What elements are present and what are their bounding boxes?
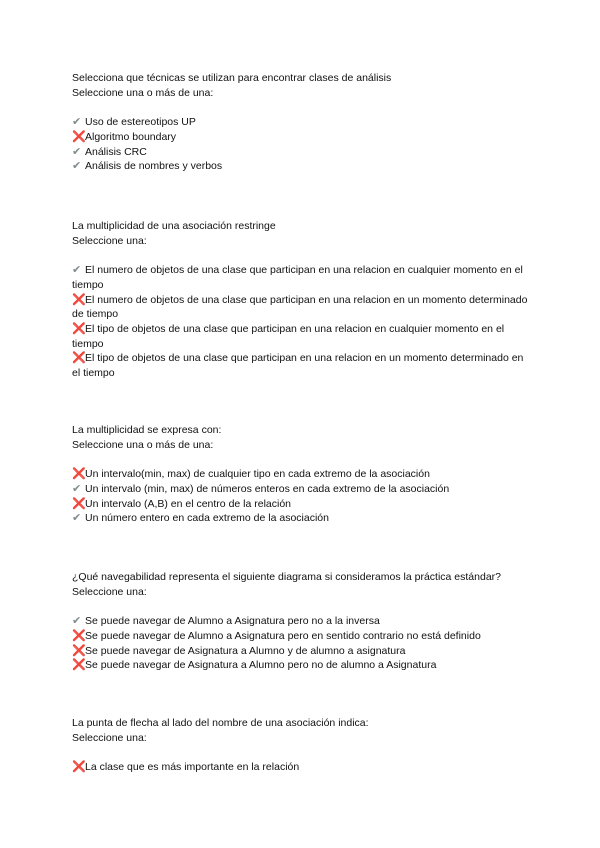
question-text: La punta de flecha al lado del nombre de una asociación indica:	[72, 717, 369, 729]
answer-option	[72, 263, 532, 292]
answer-option	[72, 497, 532, 512]
check-icon: ✔	[72, 160, 82, 173]
option-text: Análisis CRC	[85, 145, 147, 158]
answer-options	[72, 467, 532, 526]
option-text: Algoritmo boundary	[85, 130, 177, 143]
cross-icon: ❌	[72, 497, 86, 510]
check-icon: ✔	[72, 615, 82, 628]
answer-option	[72, 467, 532, 482]
question-5	[72, 716, 532, 775]
question-text: ¿Qué navegabilidad representa el siguiente diagrama si consideramos la práctica estándar?	[72, 571, 501, 583]
option-text: Un intervalo (min, max) de números enteros en cada extremo de la asociación	[85, 482, 450, 495]
option-text: La clase que es más importante en la relación	[85, 761, 300, 774]
option-text: Se puede navegar de Alumno a Asignatura pero en sentido contrario no está definido	[85, 629, 481, 642]
answer-option	[72, 629, 532, 644]
question-text: La multiplicidad se expresa con:	[72, 424, 222, 436]
answer-options	[72, 760, 532, 775]
option-text: Se puede navegar de Asignatura a Alumno y de alumno a asignatura	[85, 644, 406, 657]
check-icon: ✔	[72, 145, 82, 158]
answer-options	[72, 614, 532, 673]
answer-option	[72, 145, 532, 160]
cross-icon: ❌	[72, 644, 86, 657]
answer-option	[72, 658, 532, 673]
question-text: La multiplicidad de una asociación restringe	[72, 220, 276, 232]
option-text: Análisis de nombres y verbos	[85, 160, 223, 173]
answer-option	[72, 511, 532, 526]
question-2	[72, 219, 532, 381]
answer-options	[72, 115, 532, 174]
option-text: Un intervalo(min, max) de cualquier tipo en cada extremo de la asociación	[85, 468, 430, 481]
answer-option	[72, 644, 532, 659]
cross-icon: ❌	[72, 130, 86, 143]
question-instruction: Seleccione una o más de una:	[72, 86, 214, 99]
check-icon: ✔	[72, 264, 82, 277]
question-instruction: Seleccione una o más de una:	[72, 438, 214, 451]
question-instruction: Seleccione una:	[72, 731, 147, 744]
option-text: Se puede navegar de Alumno a Asignatura pero no a la inversa	[85, 615, 380, 628]
answer-option	[72, 293, 532, 322]
answer-option	[72, 322, 532, 351]
answer-option	[72, 115, 532, 130]
cross-icon: ❌	[72, 322, 86, 335]
cross-icon: ❌	[72, 468, 86, 481]
check-icon: ✔	[72, 482, 82, 495]
question-text: Selecciona que técnicas se utilizan para encontrar clases de análisis	[72, 72, 392, 84]
question-1	[72, 71, 532, 174]
answer-option	[72, 482, 532, 497]
answer-option	[72, 159, 532, 174]
answer-option	[72, 351, 532, 380]
option-text: El numero de objetos de una clase que participan en una relacion en un momento determinado de tiempo	[72, 293, 528, 321]
question-4	[72, 570, 532, 673]
cross-icon: ❌	[72, 629, 86, 642]
answer-option	[72, 760, 532, 775]
option-text: El numero de objetos de una clase que participan en una relacion en cualquier momento en el tiempo	[72, 264, 523, 291]
option-text: Uso de estereotipos UP	[85, 116, 196, 129]
answer-options	[72, 263, 532, 381]
answer-option	[72, 614, 532, 629]
option-text: El tipo de objetos de una clase que participan en una relacion en cualquier momento en el tiempo	[72, 322, 505, 350]
option-text: Un número entero en cada extremo de la asociación	[85, 512, 329, 525]
question-3	[72, 423, 532, 526]
option-text: Un intervalo (A,B) en el centro de la relación	[85, 497, 292, 510]
option-text: El tipo de objetos de una clase que participan en una relacion en un momento determinado en el tiempo	[72, 352, 524, 380]
cross-icon: ❌	[72, 352, 86, 365]
check-icon: ✔	[72, 116, 82, 129]
check-icon: ✔	[72, 512, 82, 525]
answer-option	[72, 130, 532, 145]
question-instruction: Seleccione una:	[72, 585, 147, 598]
question-instruction: Seleccione una:	[72, 234, 147, 247]
option-text: Se puede navegar de Asignatura a Alumno pero no de alumno a Asignatura	[85, 659, 437, 672]
cross-icon: ❌	[72, 293, 86, 306]
cross-icon: ❌	[72, 761, 86, 774]
cross-icon: ❌	[72, 659, 86, 672]
